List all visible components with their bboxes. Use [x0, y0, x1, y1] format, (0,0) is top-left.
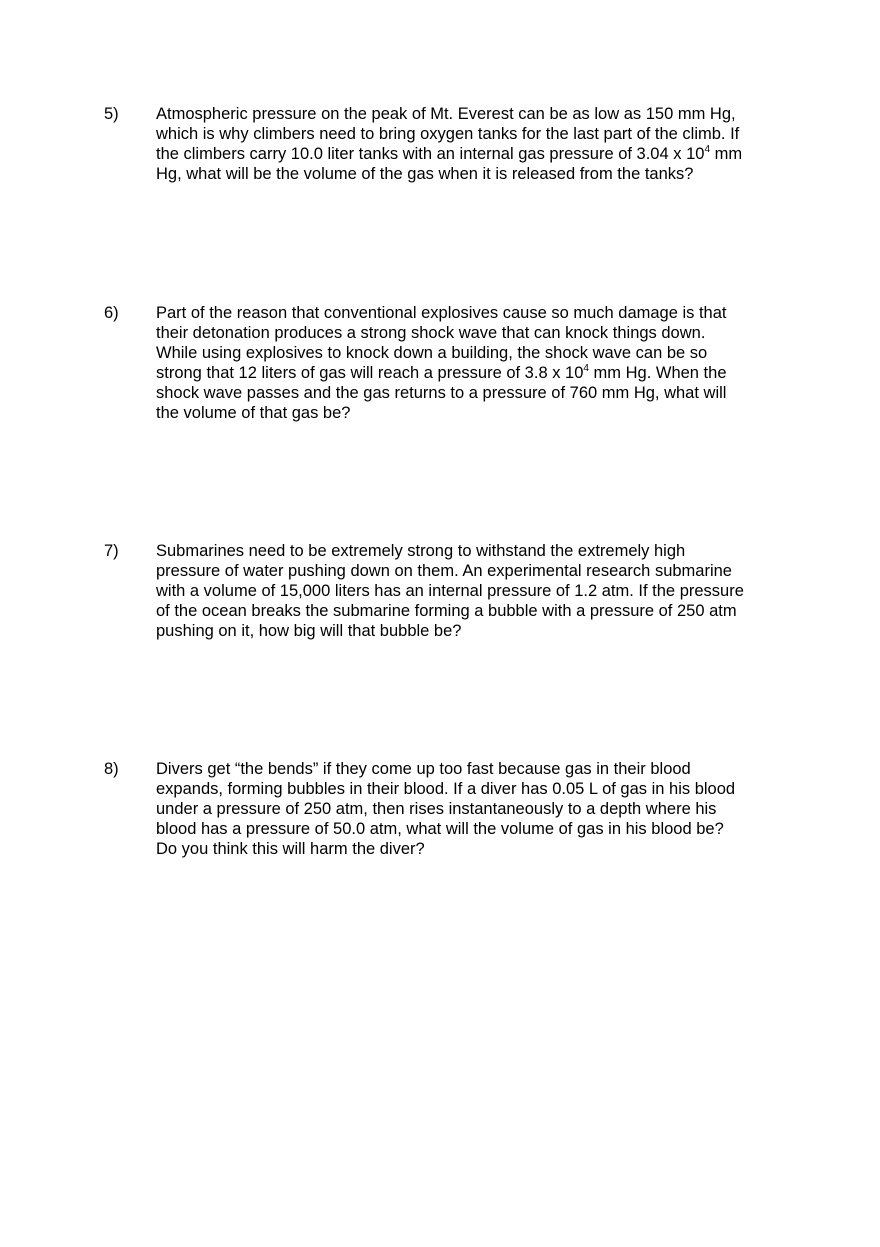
question-line: pushing on it, how big will that bubble be?: [156, 622, 462, 640]
question-line: with a volume of 15,000 liters has an internal pressure of 1.2 atm. If the pressure: [156, 582, 744, 600]
line-text: strong that 12 liters of gas will reach a pressure of 3.8 x 10: [156, 364, 584, 382]
question-line: Submarines need to be extremely strong to withstand the extremely high: [156, 542, 686, 560]
question-line: under a pressure of 250 atm, then rises instantaneously to a depth where his: [156, 800, 717, 818]
line-text: the climbers carry 10.0 liter tanks with an internal gas pressure of 3.04 x 10: [156, 145, 705, 163]
question-number: 5): [104, 105, 119, 123]
exponent: 4: [704, 144, 710, 155]
question-text: [156, 303, 796, 423]
question-line: the volume of that gas be?: [156, 404, 351, 422]
question-line: of the ocean breaks the submarine forming a bubble with a pressure of 250 atm: [156, 602, 737, 620]
question-line: their detonation produces a strong shock wave that can knock things down.: [156, 324, 706, 342]
question-text: [156, 759, 796, 859]
question-text: [156, 541, 796, 641]
question-text: [156, 104, 796, 184]
question-line: which is why climbers need to bring oxygen tanks for the last part of the climb. If: [156, 125, 740, 143]
question-number: 7): [104, 542, 119, 560]
question-line: expands, forming bubbles in their blood. If a diver has 0.05 L of gas in his blood: [156, 780, 736, 798]
question-line: Hg, what will be the volume of the gas when it is released from the tanks?: [156, 165, 694, 183]
exponent: 4: [583, 363, 589, 374]
question-line: While using explosives to knock down a building, the shock wave can be so: [156, 344, 708, 362]
question-line: [156, 363, 796, 383]
question-line: Do you think this will harm the diver?: [156, 840, 425, 858]
question-line: Part of the reason that conventional explosives cause so much damage is that: [156, 304, 727, 322]
line-text: mm Hg. When the: [588, 364, 727, 382]
question-line: Atmospheric pressure on the peak of Mt. Everest can be as low as 150 mm Hg,: [156, 105, 736, 123]
question-line: shock wave passes and the gas returns to a pressure of 760 mm Hg, what will: [156, 384, 727, 402]
question-line: blood has a pressure of 50.0 atm, what will the volume of gas in his blood be?: [156, 820, 724, 838]
question-number: 6): [104, 304, 119, 322]
question-number: 8): [104, 760, 119, 778]
question-line: pressure of water pushing down on them. An experimental research submarine: [156, 562, 732, 580]
question-line: Divers get “the bends” if they come up too fast because gas in their blood: [156, 760, 691, 778]
question-line: [156, 144, 796, 164]
line-text: mm: [710, 145, 743, 163]
